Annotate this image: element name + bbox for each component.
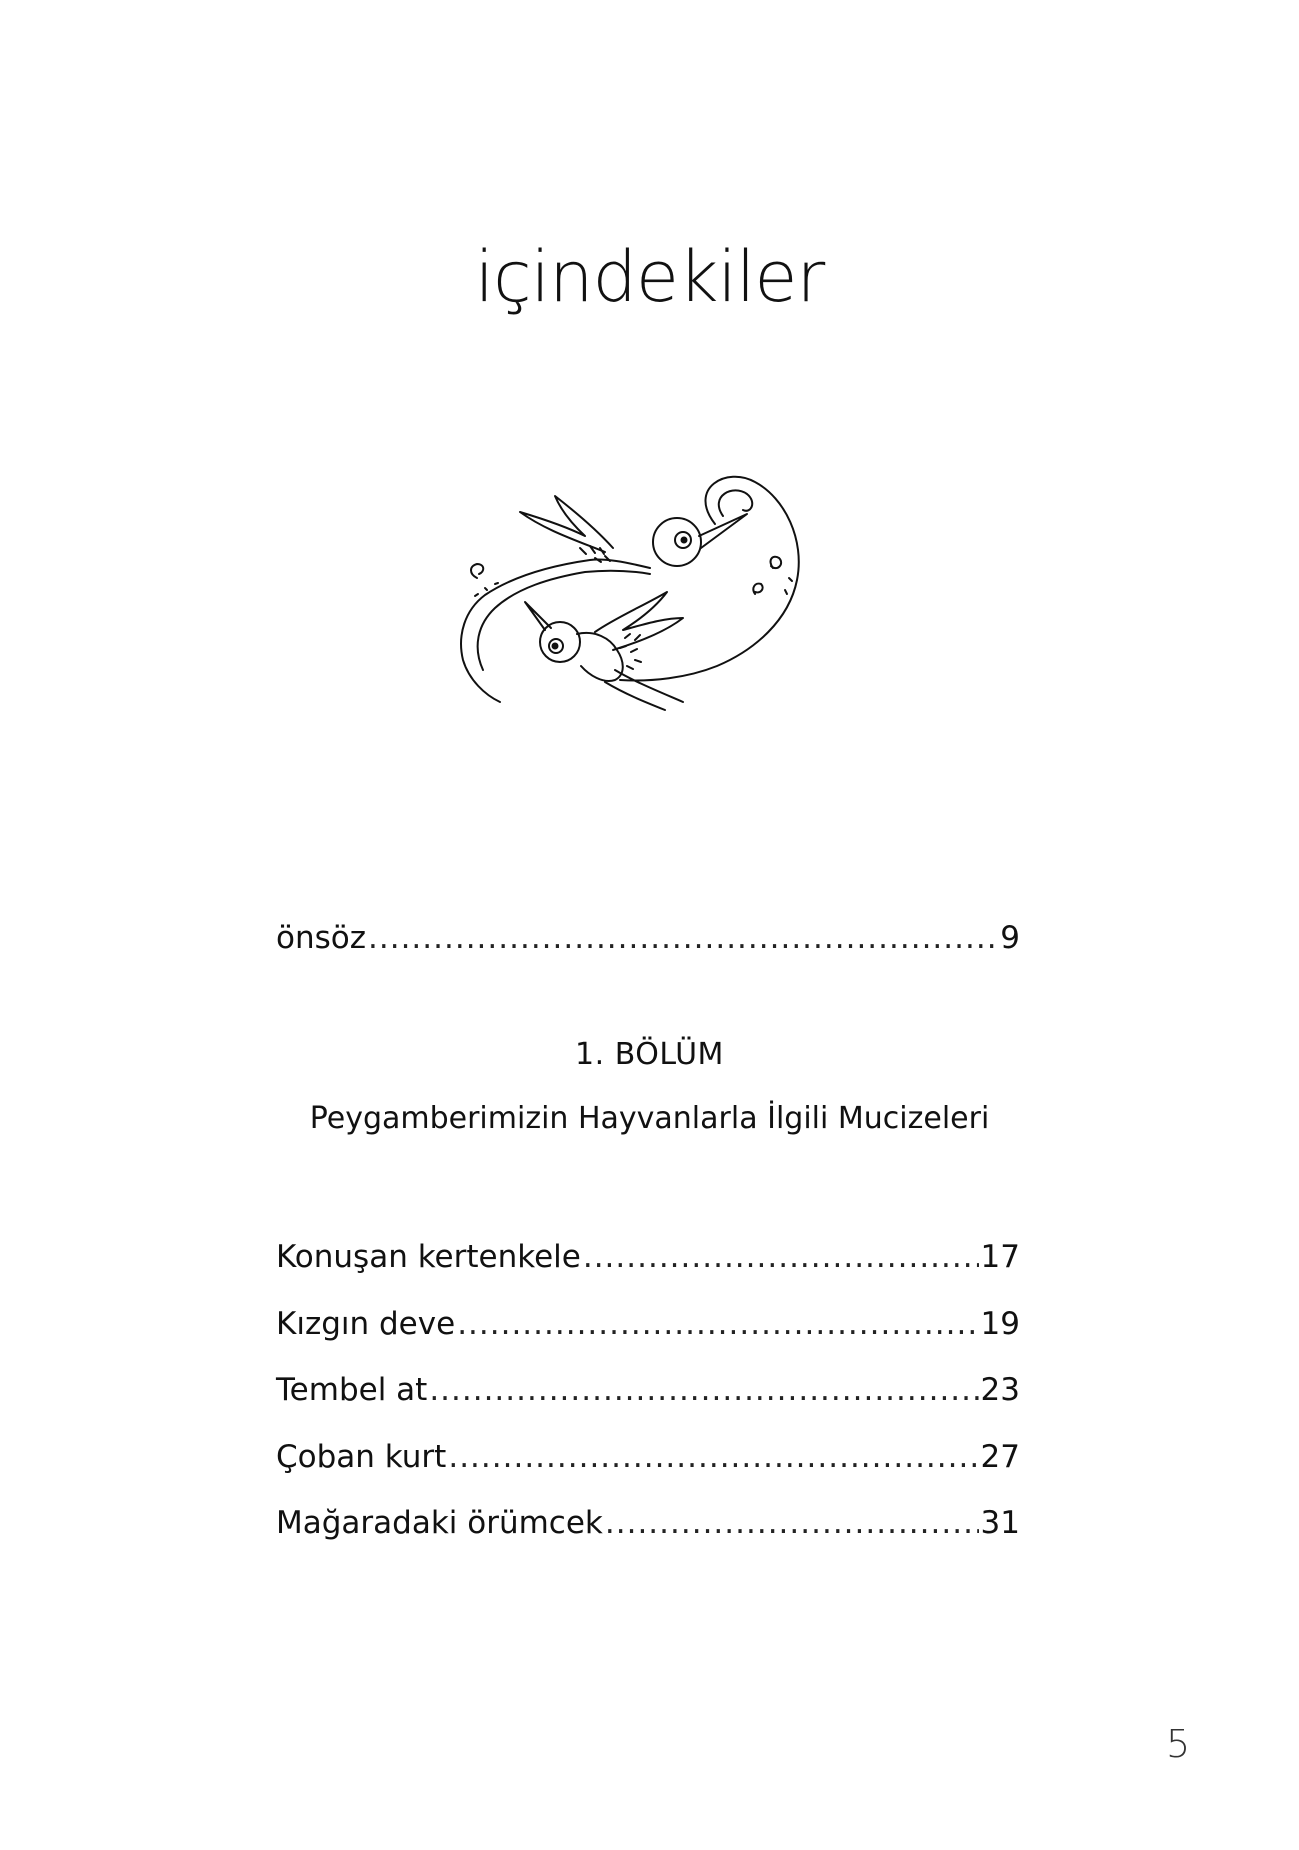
- dot-leader: [429, 1372, 978, 1408]
- dot-leader: [457, 1306, 978, 1342]
- toc-entry-page: 19: [980, 1306, 1020, 1342]
- dot-leader: [368, 920, 998, 956]
- chapter-number: 1. BÖLÜM: [575, 1037, 724, 1072]
- toc-entry-label: Mağaradaki örümcek: [276, 1505, 603, 1541]
- dot-leader: [583, 1239, 979, 1275]
- dot-leader: [448, 1439, 978, 1475]
- toc-entry-page: 23: [980, 1372, 1020, 1408]
- dot-leader: [605, 1505, 979, 1541]
- toc-entry-label: Tembel at: [276, 1372, 428, 1408]
- page-number: 5: [1166, 1722, 1191, 1766]
- toc-entry-page: 27: [980, 1439, 1020, 1475]
- chapter-title: Peygamberimizin Hayvanlarla İlgili Mucizeleri: [309, 1101, 990, 1136]
- toc-entry[interactable]: [276, 1505, 1020, 1541]
- toc-entry[interactable]: [276, 1372, 1020, 1408]
- toc-entry[interactable]: [276, 1439, 1020, 1475]
- toc-entry[interactable]: [276, 1306, 1020, 1342]
- toc-entry[interactable]: [276, 1239, 1020, 1275]
- toc-entry-page: 31: [980, 1505, 1020, 1541]
- toc-entry-label: Çoban kurt: [276, 1439, 447, 1475]
- toc-entry-label: Konuşan kertenkele: [276, 1239, 581, 1275]
- toc-entry-label: önsöz: [276, 920, 367, 956]
- toc-entry-page: 9: [1000, 920, 1020, 956]
- toc-entry-page: 17: [980, 1239, 1020, 1275]
- toc-entry-preface[interactable]: [276, 920, 1020, 956]
- two-birds-ornament: [455, 470, 845, 750]
- page-title: içindekiler: [474, 236, 825, 318]
- toc-entry-label: Kızgın deve: [276, 1306, 456, 1342]
